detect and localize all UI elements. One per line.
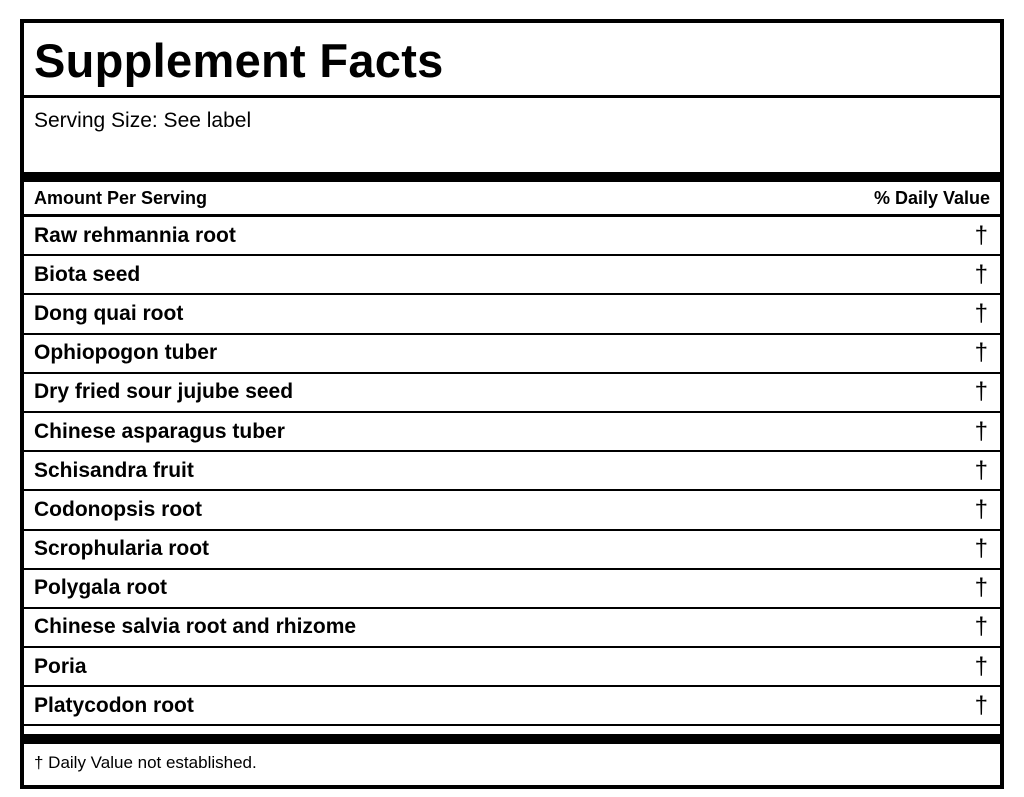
ingredient-daily-value: † [974,378,988,406]
footnote: † Daily Value not established. [34,753,257,773]
ingredient-daily-value: † [974,299,988,327]
ingredient-daily-value: † [974,652,988,680]
daily-value-label: % Daily Value [873,187,990,208]
ingredient-daily-value: † [974,574,988,602]
ingredient-daily-value: † [974,417,988,445]
supplement-facts-panel [20,19,1004,789]
ingredient-row [24,335,1000,374]
ingredient-name: Chinese asparagus tuber [34,419,285,443]
ingredient-row [24,687,1000,726]
ingredient-daily-value: † [974,260,988,288]
ingredient-row [24,531,1000,570]
ingredient-row [24,217,1000,256]
ingredient-name: Dong quai root [34,301,184,325]
ingredient-daily-value: † [974,221,988,249]
ingredient-daily-value: † [974,613,988,641]
thick-divider-bottom [24,734,1000,744]
ingredient-daily-value: † [974,691,988,719]
ingredient-row [24,374,1000,413]
ingredient-daily-value: † [974,339,988,367]
ingredient-row [24,609,1000,648]
ingredient-name: Scrophularia root [34,537,210,561]
ingredient-daily-value: † [974,456,988,484]
ingredient-list [24,217,1000,726]
spacer [24,726,1000,734]
title-row [24,23,1000,98]
ingredient-name: Chinese salvia root and rhizome [34,615,357,639]
ingredient-row [24,570,1000,609]
ingredient-name: Poria [34,654,87,678]
ingredient-name: Polygala root [34,576,168,600]
ingredient-row [24,491,1000,530]
ingredient-row [24,452,1000,491]
ingredient-row [24,295,1000,334]
ingredient-name: Raw rehmannia root [34,223,236,247]
ingredient-name: Schisandra fruit [34,458,194,482]
column-header-row [24,182,1000,217]
ingredient-name: Biota seed [34,262,141,286]
panel-title: Supplement Facts [34,33,444,87]
ingredient-row [24,648,1000,687]
serving-size: Serving Size: See label [34,109,252,132]
ingredient-daily-value: † [974,535,988,563]
ingredient-name: Ophiopogon tuber [34,341,218,365]
ingredient-daily-value: † [974,495,988,523]
ingredient-name: Platycodon root [34,693,194,717]
ingredient-name: Dry fried sour jujube seed [34,380,294,404]
thick-divider-top [24,172,1000,182]
ingredient-row [24,413,1000,452]
amount-per-serving-label: Amount Per Serving [34,187,208,208]
ingredient-name: Codonopsis root [34,497,202,521]
ingredient-row [24,256,1000,295]
